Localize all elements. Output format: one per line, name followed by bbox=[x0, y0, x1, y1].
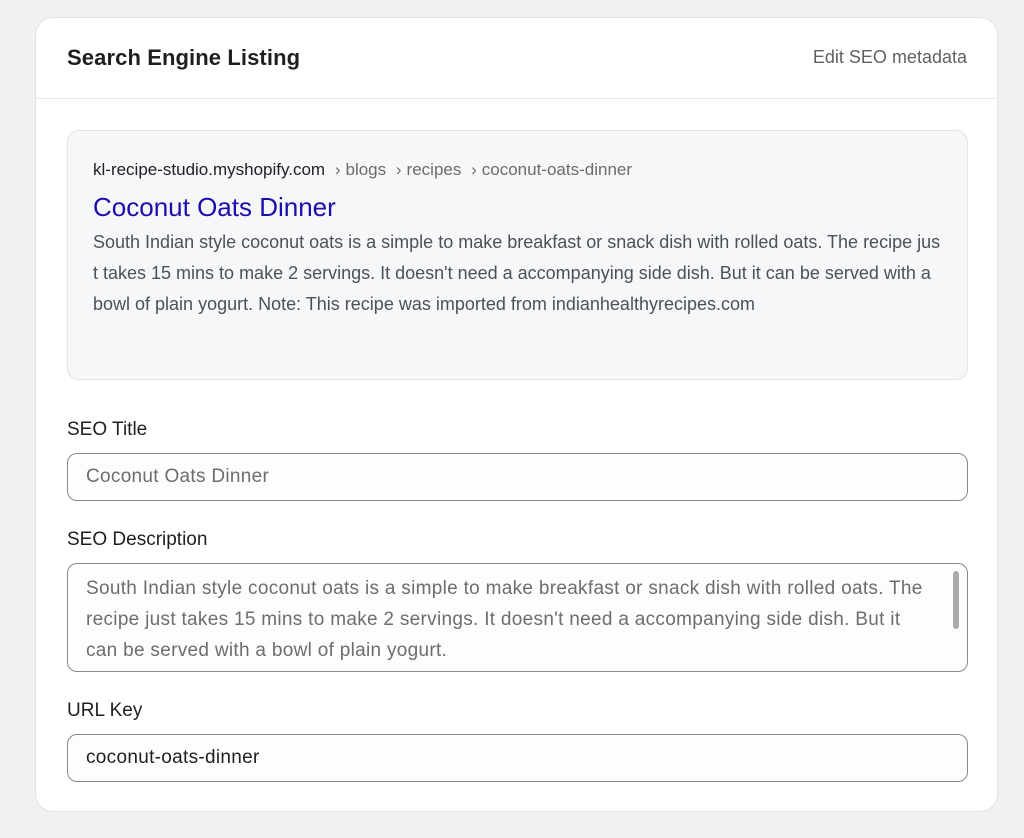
search-result-preview bbox=[67, 130, 968, 380]
search-engine-listing-card bbox=[35, 17, 998, 812]
breadcrumb-item: blogs bbox=[345, 160, 387, 179]
card-header bbox=[36, 18, 997, 99]
card-title: Search Engine Listing bbox=[67, 45, 301, 70]
preview-breadcrumb bbox=[93, 158, 942, 182]
textarea-scrollbar[interactable] bbox=[953, 571, 959, 629]
breadcrumb-item: recipes bbox=[406, 160, 462, 179]
breadcrumb-separator: › bbox=[334, 160, 341, 179]
preview-title-link[interactable]: Coconut Oats Dinner bbox=[93, 192, 336, 222]
preview-description: South Indian style coconut oats is a simple to make breakfast or snack dish with rolled oats. The recipe just takes 15 mins to make 2 servings. It doesn't need a accompanying side dish. But it can be served with a bowl of plain yogurt. Note: This recipe was imported from indianhealthyrecipes.com bbox=[93, 232, 941, 314]
breadcrumb-separator: › bbox=[471, 160, 477, 179]
url-key-label: URL Key bbox=[67, 700, 143, 721]
seo-description-value: South Indian style coconut oats is a simple to make breakfast or snack dish with rolled oats. The recipe just takes 15 mins to make 2 servings. It doesn't need a accompanying side dish. But it can be served with a bowl of plain yogurt. bbox=[86, 578, 923, 661]
edit-seo-metadata-link[interactable]: Edit SEO metadata bbox=[812, 47, 967, 67]
seo-description-textarea[interactable] bbox=[67, 563, 968, 672]
breadcrumb-item: coconut-oats-dinner bbox=[481, 160, 633, 179]
preview-domain: kl-recipe-studio.myshopify.com bbox=[93, 160, 326, 179]
breadcrumb-separator: › bbox=[395, 160, 402, 179]
seo-title-label: SEO Title bbox=[67, 419, 148, 440]
url-key-input[interactable]: coconut-oats-dinner bbox=[67, 734, 968, 782]
seo-description-label: SEO Description bbox=[67, 529, 208, 550]
seo-title-input[interactable]: Coconut Oats Dinner bbox=[67, 453, 968, 501]
